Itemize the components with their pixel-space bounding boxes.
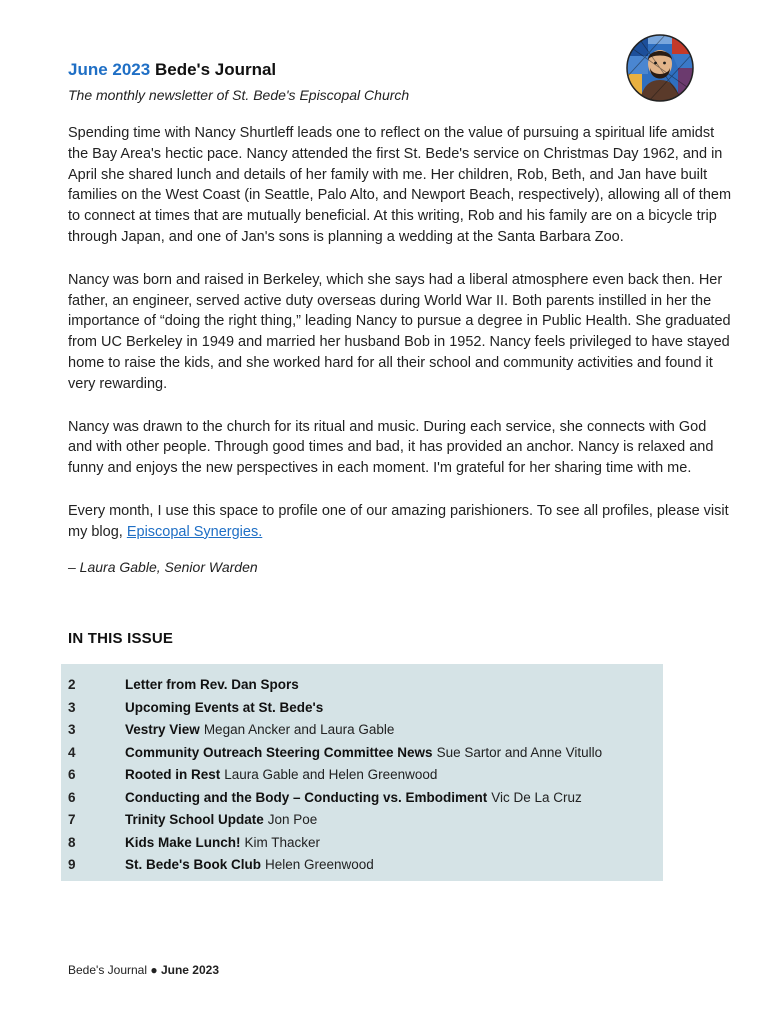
newsletter-title bbox=[68, 59, 409, 81]
toc-item[interactable] bbox=[61, 832, 663, 855]
closing-text: Every month, I use this space to profile one of our amazing parishioners. To see all profiles, please visit my blog, bbox=[68, 502, 729, 540]
toc-item[interactable] bbox=[61, 809, 663, 832]
journal-name: Bede's Journal bbox=[154, 60, 277, 79]
table-of-contents bbox=[61, 664, 663, 881]
article-paragraph: Spending time with Nancy Shurtleff leads one to reflect on the value of pursuing a spiritual life amidst the Bay Area's hectic pace. Nancy attended the first St. Bede's service on Christmas Day 1962, and in April she shared lunch and details of her family with me. Her children, Rob, Beth, and Jan have built families on the West Coast (in Seattle, Palo Alto, and Newport Beach, respectively), allowing all of them to connect at times that are mutually beneficial. At this writing, Rob and his family are on a bicycle trip through Japan, and one of Jan's sons is planning a wedding at the Santa Barbara Zoo. bbox=[68, 125, 732, 245]
toc-item[interactable] bbox=[61, 764, 663, 787]
toc-title: Rooted in Rest bbox=[125, 767, 221, 782]
article-signature: – Laura Gable, Senior Warden bbox=[68, 558, 258, 575]
blog-link[interactable]: Episcopal Synergies. bbox=[126, 523, 263, 540]
toc-page-number: 4 bbox=[68, 744, 76, 760]
page-footer bbox=[68, 963, 219, 977]
newsletter-subtitle: The monthly newsletter of St. Bede's Episcopal Church bbox=[68, 87, 410, 103]
article-body bbox=[68, 123, 732, 599]
toc-item[interactable] bbox=[61, 674, 663, 697]
toc-item[interactable] bbox=[61, 787, 663, 810]
in-this-issue-heading: IN THIS ISSUE bbox=[68, 630, 174, 647]
toc-title: Kids Make Lunch! bbox=[125, 834, 241, 850]
toc-title: Conducting and the Body – Conducting vs. Embodiment bbox=[125, 789, 488, 805]
toc-title: Upcoming Events at St. Bede's bbox=[125, 699, 324, 715]
article-closing bbox=[68, 501, 732, 543]
toc-page-number: 6 bbox=[68, 767, 76, 782]
toc-author: Megan Ancker and Laura Gable bbox=[203, 722, 395, 737]
saint-portrait-logo-icon bbox=[626, 34, 694, 102]
toc-item[interactable] bbox=[61, 742, 663, 765]
toc-author: Helen Greenwood bbox=[264, 857, 374, 872]
article-paragraph: Nancy was drawn to the church for its ritual and music. During each service, she connects with God and with other people. Through good times and bad, it has provided an anchor. Nancy is relaxed and funny and enjoys the new perspectives in each moment. I'm grateful for her sharing time with me. bbox=[68, 418, 714, 477]
toc-title: Trinity School Update bbox=[125, 812, 264, 827]
toc-page-number: 8 bbox=[68, 834, 76, 850]
toc-title: Community Outreach Steering Committee News bbox=[125, 744, 433, 760]
toc-item[interactable] bbox=[61, 697, 663, 720]
issue-month: June 2023 bbox=[68, 60, 151, 79]
toc-page-number: 3 bbox=[68, 699, 76, 715]
toc-page-number: 7 bbox=[68, 812, 76, 827]
toc-title: Letter from Rev. Dan Spors bbox=[125, 677, 299, 692]
toc-item[interactable] bbox=[61, 719, 663, 742]
footer-journal-name: Bede's Journal bbox=[68, 963, 148, 977]
toc-author: Jon Poe bbox=[267, 812, 318, 827]
toc-list bbox=[61, 674, 663, 877]
toc-page-number: 2 bbox=[68, 677, 76, 692]
toc-title: St. Bede's Book Club bbox=[125, 857, 261, 872]
toc-author: Sue Sartor and Anne Vitullo bbox=[436, 744, 603, 760]
toc-title: Vestry View bbox=[125, 722, 200, 737]
article-paragraph: Nancy was born and raised in Berkeley, which she says had a liberal atmosphere even back then. Her father, an engineer, served active duty overseas during World War II. Both parents instilled in her the importance of “doing the right thing,” leading Nancy to pursue a degree in Public Health. She graduated from UC Berkeley in 1949 and married her husband Bob in 1952. Nancy feels privileged to have stayed home to raise the kids, and she worked hard for all their school and community activities and found it very rewarding. bbox=[68, 271, 731, 392]
footer-month: June 2023 bbox=[160, 963, 219, 977]
toc-author: Vic De La Cruz bbox=[491, 789, 582, 805]
toc-author: Kim Thacker bbox=[244, 834, 321, 850]
toc-page-number: 3 bbox=[68, 722, 76, 737]
masthead bbox=[68, 59, 409, 104]
toc-item[interactable] bbox=[61, 854, 663, 877]
toc-page-number: 6 bbox=[68, 789, 76, 805]
toc-page-number: 9 bbox=[68, 857, 76, 872]
footer-separator-icon: ● bbox=[150, 963, 158, 977]
toc-author: Laura Gable and Helen Greenwood bbox=[224, 767, 438, 782]
